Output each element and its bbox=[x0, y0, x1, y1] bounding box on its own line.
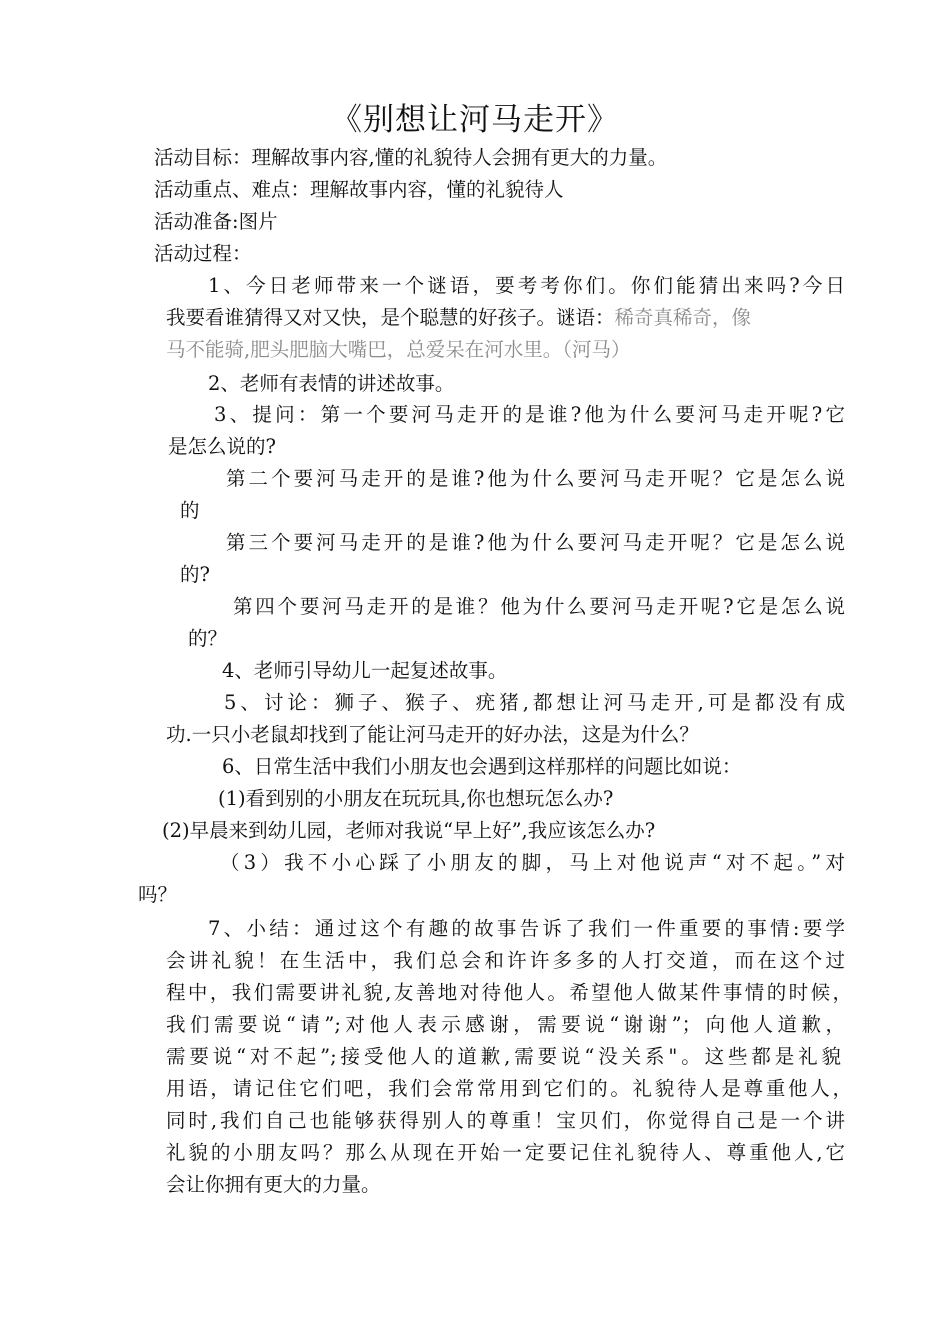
question-3-line-2: 吗？ bbox=[138, 883, 178, 906]
summary-line-5: 需要说“对不起”;接受他人的道歉,需要说“没关系"。这些都是礼貌 bbox=[166, 1045, 841, 1068]
step-6: 6、日常生活中我们小朋友也会遇到这样那样的问题比如说： bbox=[222, 755, 742, 778]
step-3d-line-1: 第四个要河马走开的是谁？他为什么要河马走开呢?它是怎么说 bbox=[233, 595, 845, 618]
activity-process-heading: 活动过程： bbox=[154, 242, 252, 265]
step-4: 4、老师引导幼儿一起复述故事。 bbox=[222, 659, 508, 682]
step-3d-line-2: 的？ bbox=[188, 627, 228, 650]
riddle-text: 稀奇真稀奇，像 bbox=[614, 306, 752, 329]
question-3-line-1: （3）我不小心踩了小朋友的脚，马上对他说声“对不起。”对 bbox=[220, 851, 845, 874]
summary-line-8: 礼貌的小朋友吗？那么从现在开始一定要记住礼貌待人、尊重他人,它 bbox=[166, 1141, 845, 1164]
step-2: 2、老师有表情的讲述故事。 bbox=[208, 372, 455, 395]
activity-prep: 活动准备:图片 bbox=[154, 210, 278, 233]
step-5-line-2: 功.一只小老鼠却找到了能让河马走开的好办法，这是为什么？ bbox=[166, 723, 699, 746]
step-1-text: 我要看谁猜得又对又快，是个聪慧的好孩子。谜语： bbox=[166, 306, 615, 329]
activity-focus: 活动重点、难点：理解故事内容，懂的礼貌待人 bbox=[154, 178, 564, 201]
riddle-line: 马不能骑,肥头肥脑大嘴巴，总爱呆在河水里。（河马） bbox=[166, 338, 631, 361]
summary-line-9: 会让你拥有更大的力量。 bbox=[166, 1173, 381, 1196]
step-3-line-1: 3、提问：第一个要河马走开的是谁?他为什么要河马走开呢?它 bbox=[214, 403, 845, 426]
step-1-line-1: 1、今日老师带来一个谜语，要考考你们。你们能猜出来吗?今日 bbox=[208, 274, 845, 297]
question-1: (1)看到别的小朋友在玩玩具,你也想玩怎么办? bbox=[218, 787, 614, 810]
question-2: (2)早晨来到幼儿园，老师对我说“早上好”,我应该怎么办? bbox=[162, 819, 656, 842]
summary-line-7: 同时,我们自己也能够获得别人的尊重！宝贝们，你觉得自己是一个讲 bbox=[166, 1109, 845, 1132]
summary-line-3: 程中，我们需要讲礼貌,友善地对待他人。希望他人做某件事情的时候， bbox=[166, 981, 852, 1004]
step-3-line-2: 是怎么说的? bbox=[168, 435, 276, 458]
step-1-line-2 bbox=[166, 302, 751, 334]
step-3b-line-1: 第二个要河马走开的是谁?他为什么要河马走开呢？它是怎么说 bbox=[226, 467, 845, 490]
summary-line-6: 用语，请记住它们吧，我们会常常用到它们的。礼貌待人是尊重他人， bbox=[166, 1077, 852, 1100]
step-3c-line-1: 第三个要河马走开的是谁?他为什么要河马走开呢？它是怎么说 bbox=[226, 531, 845, 554]
step-5-line-1: 5、讨论：狮子、猴子、疣猪,都想让河马走开,可是都没有成 bbox=[224, 691, 845, 714]
activity-goal: 活动目标：理解故事内容,懂的礼貌待人会拥有更大的力量。 bbox=[154, 146, 668, 169]
summary-line-2: 会讲礼貌！在生活中，我们总会和许许多多的人打交道，而在这个过 bbox=[166, 949, 845, 972]
summary-line-4: 我们需要说“请”;对他人表示感谢，需要说“谢谢”；向他人道歉， bbox=[166, 1013, 845, 1036]
step-3b-line-2: 的 bbox=[180, 499, 200, 522]
document-title: 《别想让河马走开》 bbox=[331, 102, 619, 138]
step-3c-line-2: 的? bbox=[180, 563, 210, 586]
summary-line-1: 7、小结：通过这个有趣的故事告诉了我们一件重要的事情:要学 bbox=[208, 917, 845, 940]
